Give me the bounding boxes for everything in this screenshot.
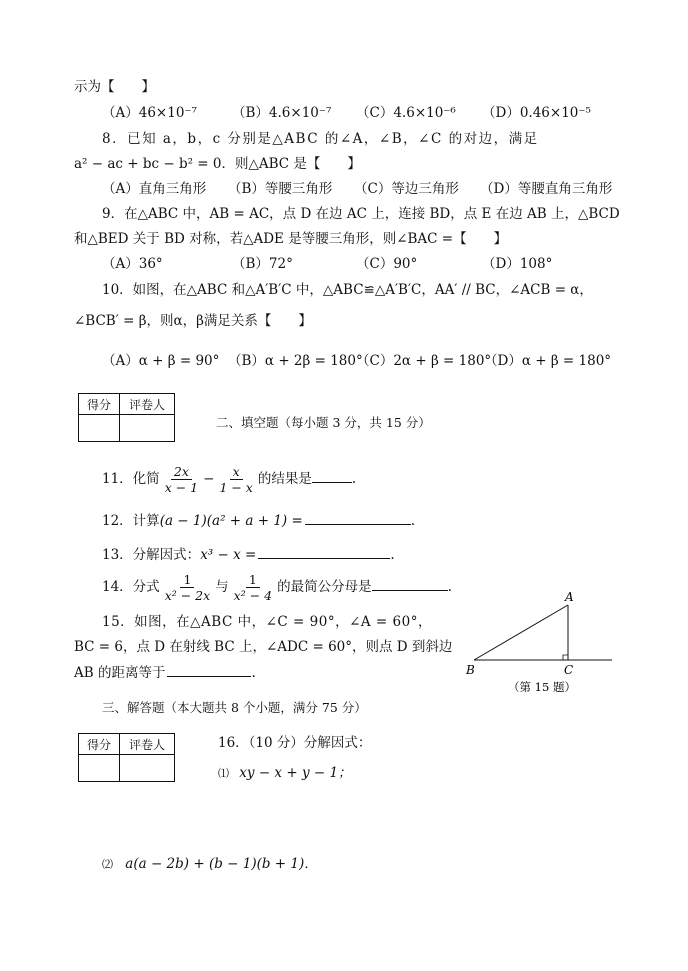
q7-option-a-text: 46×10⁻⁷ — [138, 105, 197, 121]
q11-frac1-den: x − 1 — [164, 480, 199, 495]
q13: 13．分解因式：x³ − x = . — [102, 547, 395, 563]
q13-answer-blank[interactable] — [258, 546, 390, 559]
q15-line2: BC = 6，点 D 在射线 BC 上，∠ADC = 60°，则点 D 到斜边 — [74, 639, 453, 655]
q11-prefix: 11．化简 — [102, 471, 160, 487]
q10-option-d — [484, 352, 611, 370]
q8-option-b-label: （B） — [228, 181, 265, 197]
q8-option-b-text: 等腰三角形 — [264, 181, 333, 197]
score-box-score-cell[interactable] — [79, 755, 120, 782]
q16-part1-expr: xy − x + y − 1； — [239, 765, 352, 781]
q12-expr: (a − 1)(a² + a + 1) = — [159, 513, 303, 529]
score-box-header-score: 得分 — [79, 394, 120, 415]
q15-label-b: B — [466, 663, 475, 677]
q8-option-d-text: 等腰直角三角形 — [517, 181, 613, 197]
q7-option-c-label: （C） — [356, 105, 394, 121]
q10-option-c-label: （C） — [356, 353, 394, 369]
q14-mid: 与 — [215, 579, 229, 595]
q15-side-ab — [474, 605, 568, 660]
score-box-score-cell[interactable] — [79, 415, 120, 442]
q10-option-c-text: 2α + β = 180° — [393, 353, 492, 369]
q7-option-a — [102, 104, 197, 122]
q9-line1: 9．在△ABC 中，AB = AC，点 D 在边 AC 上，连接 BD，点 E 在边 AB 上，△BCD — [102, 206, 620, 222]
q10-option-d-text: α + β = 180° — [521, 353, 612, 369]
q15-answer-blank[interactable] — [167, 664, 251, 677]
q8-option-d — [480, 180, 612, 198]
q7-option-b-label: （B） — [232, 105, 269, 121]
q11-fraction-2 — [216, 464, 255, 495]
score-box-section3 — [78, 733, 175, 782]
q10-option-b-label: （B） — [228, 353, 265, 369]
q10-option-c — [356, 352, 491, 370]
q14: 14．分式 $\frac{1}{\text{x² − 2x}}$ 与 $\frac{1}{\text{x² − 4}}$ 的最简公分母是 . — [102, 572, 452, 603]
q8-option-d-label: （D） — [480, 181, 518, 197]
q8-line1: 8．已知 a，b，c 分别是△ABC 的∠A，∠B，∠C 的对边，满足 — [102, 131, 539, 147]
q13-expr: x³ − x = — [200, 547, 257, 563]
q9-line2: 和△BED 关于 BD 对称，若△ADE 是等腰三角形，则∠BAC =【 】 — [74, 231, 508, 247]
q14-fraction-2 — [231, 572, 275, 603]
section3-title: 三、解答题（本大题共 8 个小题，满分 75 分） — [102, 700, 367, 715]
q14-fraction-1 — [162, 572, 213, 603]
q14-frac1-num: 1 — [180, 572, 194, 588]
q9-option-c — [356, 255, 417, 273]
q11-frac2-num: x — [230, 464, 243, 480]
q8-option-a-label: （A） — [102, 181, 139, 197]
q9-option-b — [232, 255, 293, 273]
q9-option-d-text: 108° — [519, 256, 553, 272]
q9-option-c-label: （C） — [356, 256, 394, 272]
q15-label-c: C — [564, 663, 574, 677]
q14-frac2-num: 1 — [246, 572, 260, 588]
q10-option-d-label: （D） — [484, 353, 522, 369]
q8-option-c-label: （C） — [354, 181, 392, 197]
q11-minus: − — [203, 471, 215, 487]
q7-option-c-text: 4.6×10⁻⁶ — [393, 105, 456, 121]
q9-option-b-label: （B） — [232, 256, 269, 272]
q12-answer-blank[interactable] — [305, 512, 411, 525]
score-box-grader-cell[interactable] — [120, 755, 175, 782]
q7-option-d — [482, 104, 591, 122]
q15-label-a: A — [565, 590, 574, 604]
q16-part2-label: ⑵ — [102, 858, 113, 871]
q16-part2-expr: a(a − 2b) + (b − 1)(b + 1)． — [125, 856, 318, 872]
score-box-header-score: 得分 — [79, 734, 120, 755]
q7-stem-end: 示为【 】 — [74, 79, 155, 95]
q7-option-b — [232, 104, 331, 122]
q7-option-a-label: （A） — [102, 105, 139, 121]
section2-title: 二、填空题（每小题 3 分，共 15 分） — [216, 415, 431, 430]
q11-frac2-den: 1 − x — [219, 480, 253, 495]
q10-option-a — [102, 352, 219, 370]
q11-answer-blank[interactable] — [312, 470, 352, 483]
q8-option-c — [354, 180, 459, 198]
q15-line1: 15．如图，在△ABC 中，∠C = 90°，∠A = 60°， — [102, 614, 432, 630]
q9-option-d-label: （D） — [482, 256, 520, 272]
q16-part2 — [102, 855, 318, 874]
q10-option-b-text: α + 2β = 180° — [264, 353, 363, 369]
q9-option-c-text: 90° — [393, 256, 418, 272]
q11: 11．化简 $\frac{2x}{x - 1}$ − $\frac{x}{1 - x}$ 的结果是 . — [102, 464, 357, 495]
q15-caption: （第 15 题） — [508, 680, 576, 694]
q8-line2: a² − ac + bc − b² = 0．则△ABC 是【 】 — [74, 156, 361, 172]
q14-frac2-den: x² − 4 — [233, 588, 273, 603]
q12-prefix: 12．计算 — [102, 513, 160, 529]
q15-figure — [462, 588, 618, 698]
q11-suffix: 的结果是 — [257, 471, 312, 487]
score-box-header-grader: 评卷人 — [120, 394, 175, 415]
q16-part1-label: ⑴ — [218, 767, 229, 780]
q10-line2: ∠BCB′ = β，则α，β满足关系【 】 — [74, 313, 312, 329]
score-box-section2 — [78, 393, 175, 442]
q14-prefix: 14．分式 — [102, 579, 160, 595]
score-box-header-grader: 评卷人 — [120, 734, 175, 755]
q9-option-a-text: 36° — [138, 256, 163, 272]
q8-option-c-text: 等边三角形 — [391, 181, 459, 197]
q7-option-d-label: （D） — [482, 105, 520, 121]
q10-option-a-label: （A） — [102, 353, 139, 369]
q11-frac1-num: 2x — [171, 464, 192, 480]
q16-title: 16．（10 分）分解因式： — [218, 735, 372, 751]
q8-option-a-text: 直角三角形 — [138, 181, 207, 197]
q15-line3: AB 的距离等于 . — [74, 665, 256, 681]
q9-option-a-label: （A） — [102, 256, 139, 272]
q15-right-angle-mark — [563, 655, 568, 660]
q8-option-a — [102, 180, 206, 198]
q13-prefix: 13．分解因式： — [102, 547, 201, 563]
q12: 12．计算(a − 1)(a² + a + 1) = . — [102, 513, 416, 529]
q9-option-b-text: 72° — [268, 256, 293, 272]
q7-option-d-text: 0.46×10⁻⁵ — [519, 105, 591, 121]
q11-fraction-1 — [162, 464, 201, 495]
q9-option-d — [482, 255, 552, 273]
q7-option-b-text: 4.6×10⁻⁷ — [268, 105, 332, 121]
score-box-grader-cell[interactable] — [120, 415, 175, 442]
q10-line1: 10．如图，在△ABC 和△A′B′C 中，△ABC≌△A′B′C，AA′ // BC，∠ACB = α， — [102, 282, 593, 298]
q14-frac1-den: x² − 2x — [164, 588, 211, 603]
q14-answer-blank[interactable] — [372, 578, 448, 591]
q14-suffix: 的最简公分母是 — [277, 579, 372, 595]
q10-option-a-text: α + β = 90° — [138, 353, 220, 369]
q7-option-c — [356, 104, 456, 122]
q16-part1 — [218, 764, 352, 783]
q9-option-a — [102, 255, 163, 273]
q15-line3-text: AB 的距离等于 — [74, 665, 166, 681]
q10-option-b — [228, 352, 363, 370]
q8-option-b — [228, 180, 332, 198]
